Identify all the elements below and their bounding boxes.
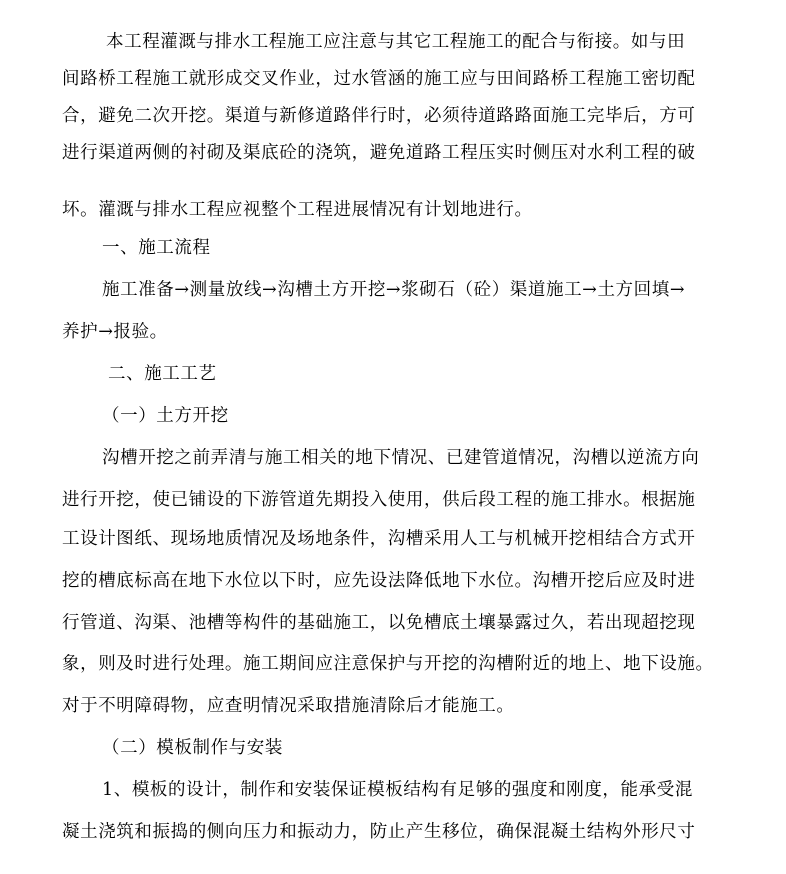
- subsection-heading: （一）土方开挖: [102, 406, 229, 426]
- paragraph-line: 合，避免二次开挖。渠道与新修道路伴行时，必须待道路路面施工完毕后，方可: [62, 106, 696, 126]
- paragraph-line: 坏。灌溉与排水工程应视整个工程进展情况有计划地进行。: [62, 200, 533, 220]
- paragraph-line: 本工程灌溉与排水工程施工应注意与其它工程施工的配合与衔接。如与田: [106, 32, 686, 52]
- section-heading: 二、施工工艺: [108, 364, 217, 384]
- paragraph-line: 进行开挖，使已铺设的下游管道先期投入使用，供后段工程的施工排水。根据施: [62, 490, 696, 510]
- paragraph-line: 施工准备→测量放线→沟槽土方开挖→浆砌石（砼）渠道施工→土方回填→: [102, 280, 686, 300]
- paragraph-line: 养护→报验。: [62, 322, 168, 342]
- paragraph-line: 象，则及时进行处理。施工期间应注意保护与开挖的沟槽附近的地上、地下设施。: [62, 654, 714, 674]
- paragraph-line: 沟槽开挖之前弄清与施工相关的地下情况、已建管道情况，沟槽以逆流方向: [102, 448, 700, 468]
- paragraph-line: 凝土浇筑和振捣的侧向压力和振动力，防止产生移位，确保混凝土结构外形尺寸: [62, 822, 696, 842]
- paragraph-line: 对于不明障碍物，应查明情况采取措施清除后才能施工。: [62, 696, 515, 716]
- paragraph-line: 行管道、沟渠、池槽等构件的基础施工，以免槽底土壤暴露过久，若出现超挖现: [62, 613, 696, 633]
- section-heading: 一、施工流程: [102, 238, 211, 258]
- paragraph-line: 进行渠道两侧的衬砌及渠底砼的浇筑，避免道路工程压实时侧压对水利工程的破: [62, 143, 696, 163]
- paragraph-line: 1、模板的设计，制作和安装保证模板结构有足够的强度和刚度，能承受混: [102, 780, 693, 800]
- subsection-heading: （二）模板制作与安装: [102, 738, 283, 758]
- paragraph-line: 间路桥工程施工就形成交叉作业，过水管涵的施工应与田间路桥工程施工密切配: [62, 69, 696, 89]
- paragraph-line: 工设计图纸、现场地质情况及场地条件，沟槽采用人工与机械开挖相结合方式开: [62, 529, 696, 549]
- paragraph-line: 挖的槽底标高在地下水位以下时，应先设法降低地下水位。沟槽开挖后应及时进: [62, 571, 696, 591]
